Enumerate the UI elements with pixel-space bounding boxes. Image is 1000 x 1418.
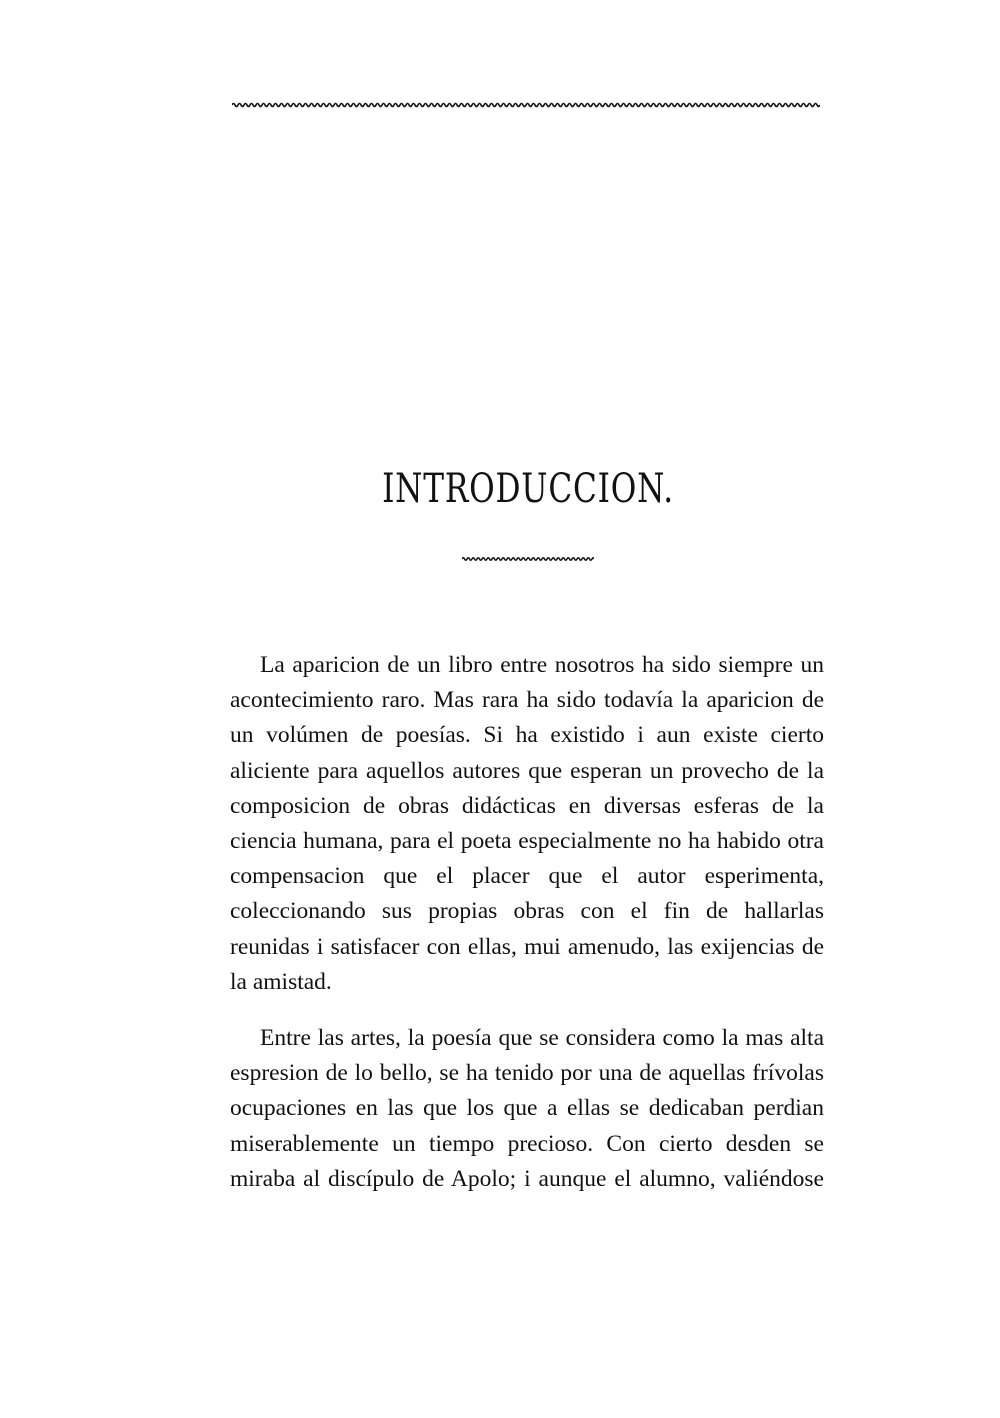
- title-ornamental-rule: [462, 553, 594, 565]
- paragraph-2: Entre las artes, la poesía que se considera como la mas alta espresion de lo bello, se ha tenido por una de aquellas frívolas ocupaciones en las que los que a ellas se dedicaban perdian miserablemente un tiempo precioso. Con cierto desden se miraba al discípulo de Apolo; i aunque el alumno, valiéndose: [230, 1025, 824, 1192]
- body-text: [230, 648, 824, 1197]
- top-ornamental-rule: [232, 98, 820, 112]
- page-title: INTRODUCCION.: [382, 466, 674, 512]
- paragraph-1: La aparicion de un libro entre nosotros ha sido siempre un acontecimiento raro. Mas rara ha sido todavía la aparicion de un volúmen de poesías. Si ha existido i aun existe cierto aliciente para aquellos autores que esperan un provecho de la composicion de obras didácticas en diversas esferas de la ciencia humana, para el poeta especialmente no ha habido otra compensacion que el placer que el autor esperimenta, coleccionando sus propias obras con el fin de hallarlas reunidas i satisfacer con ellas, mui amenudo, las exijencias de la amistad.: [230, 652, 824, 995]
